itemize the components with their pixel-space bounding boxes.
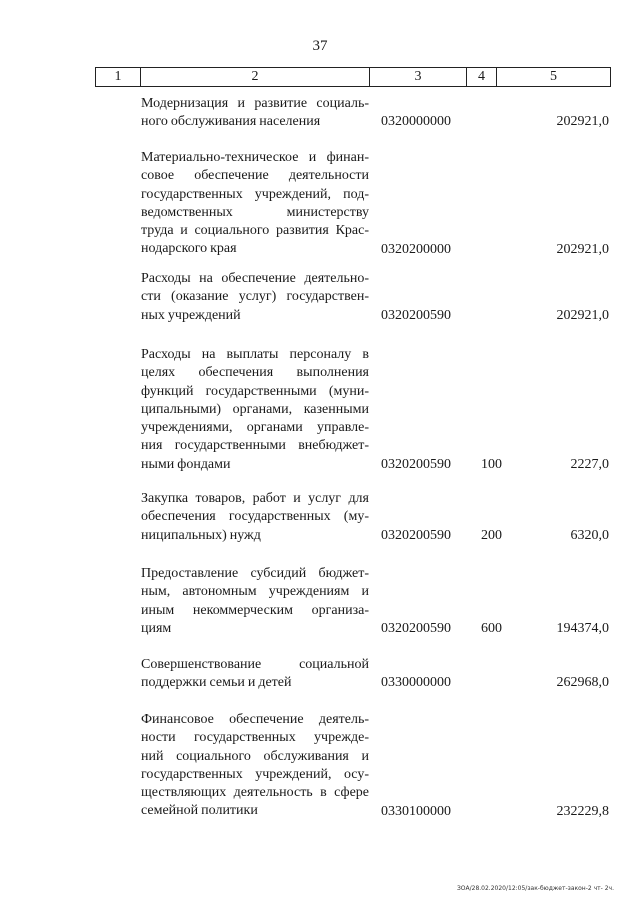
row-amount: 202921,0 bbox=[556, 307, 609, 323]
row-name-line: сти (оказание услуг) государствен- bbox=[141, 289, 369, 305]
row-name bbox=[141, 149, 369, 259]
document-footer: ЗОА/28.02.2020/12:05/зак-бюджет-закон-2 чт- 2ч. bbox=[456, 885, 614, 892]
row-name-line: Предоставление субсидий бюджет- bbox=[141, 566, 369, 581]
row-vr: 600 bbox=[481, 620, 502, 636]
row-name-line: ными фондами bbox=[141, 456, 231, 472]
row-name bbox=[141, 565, 369, 638]
row-amount: 6320,0 bbox=[570, 527, 609, 543]
row-name-line: Совершенствование социальной bbox=[141, 657, 369, 672]
row-amount: 202921,0 bbox=[556, 241, 609, 257]
row-name-line: учреждениями, органами управле- bbox=[141, 420, 369, 436]
row-name bbox=[141, 95, 369, 132]
row-name-line: ведомственных министерству bbox=[141, 204, 369, 220]
row-name-line: государственных учреждений, осу- bbox=[141, 766, 369, 782]
header-col-4: 4 bbox=[467, 68, 497, 86]
row-code: 0320200590 bbox=[381, 307, 451, 323]
row-code: 0320200590 bbox=[381, 527, 451, 543]
row-name bbox=[141, 346, 369, 474]
row-vr: 200 bbox=[481, 527, 502, 543]
row-name-line: ного обслуживания населения bbox=[141, 114, 321, 130]
row-name bbox=[141, 270, 369, 325]
row-code: 0320200590 bbox=[381, 620, 451, 636]
row-name-line: Расходы на выплаты персоналу в bbox=[141, 347, 369, 362]
row-name-line: циям bbox=[141, 620, 172, 636]
header-col-3: 3 bbox=[370, 68, 467, 86]
row-amount: 2227,0 bbox=[570, 456, 609, 472]
row-name-line: ципальными) органами, казенными bbox=[141, 401, 369, 417]
row-name-line: целях обеспечения выполнения bbox=[141, 365, 369, 381]
row-vr: 100 bbox=[481, 456, 502, 472]
row-code: 0320200590 bbox=[381, 456, 451, 472]
row-name-line: совое обеспечение деятельности bbox=[141, 168, 369, 184]
row-name bbox=[141, 490, 369, 545]
row-name-line: Расходы на обеспечение деятельно- bbox=[141, 271, 369, 286]
row-name-line: семейной политики bbox=[141, 803, 258, 819]
row-amount: 232229,8 bbox=[556, 803, 609, 819]
row-name-line: функций государственными (муни- bbox=[141, 383, 369, 399]
row-name-line: ний социального обслуживания и bbox=[141, 748, 369, 764]
row-name-line: ния государственными внебюджет- bbox=[141, 438, 369, 454]
row-name-line: ности государственных учрежде- bbox=[141, 730, 369, 746]
table-header bbox=[95, 67, 611, 87]
row-name-line: ществляющих деятельность в сфере bbox=[141, 785, 369, 801]
row-name-line: Материально-техническое и финан- bbox=[141, 150, 369, 165]
row-name-line: труда и социального развития Крас- bbox=[141, 223, 369, 239]
row-name-line: ным, автономным учреждениям и bbox=[141, 584, 369, 600]
row-amount: 202921,0 bbox=[556, 114, 609, 130]
row-name-line: Финансовое обеспечение деятель- bbox=[141, 712, 369, 727]
row-amount: 262968,0 bbox=[556, 675, 609, 691]
header-col-5: 5 bbox=[550, 69, 557, 84]
row-name-line: поддержки семьи и детей bbox=[141, 675, 292, 691]
row-code: 0330100000 bbox=[381, 803, 451, 819]
row-name-line: Закупка товаров, работ и услуг для bbox=[141, 491, 369, 506]
row-name-line: Модернизация и развитие социаль- bbox=[141, 96, 369, 111]
row-amount: 194374,0 bbox=[556, 620, 609, 636]
row-code: 0320000000 bbox=[381, 114, 451, 130]
row-name-line: ных учреждений bbox=[141, 307, 241, 323]
row-name-line: государственных учреждений, под- bbox=[141, 186, 369, 202]
header-col-1: 1 bbox=[96, 68, 141, 86]
page-number: 37 bbox=[312, 38, 328, 54]
row-name-line: обеспечения государственных (му- bbox=[141, 509, 369, 525]
row-code: 0330000000 bbox=[381, 675, 451, 691]
row-name bbox=[141, 711, 369, 821]
row-name-line: нодарского края bbox=[141, 241, 237, 257]
row-code: 0320200000 bbox=[381, 241, 451, 257]
row-name bbox=[141, 656, 369, 693]
header-col-2: 2 bbox=[141, 68, 370, 86]
row-name-line: иным некоммерческим организа- bbox=[141, 602, 369, 618]
row-name-line: ниципальных) нужд bbox=[141, 527, 261, 543]
